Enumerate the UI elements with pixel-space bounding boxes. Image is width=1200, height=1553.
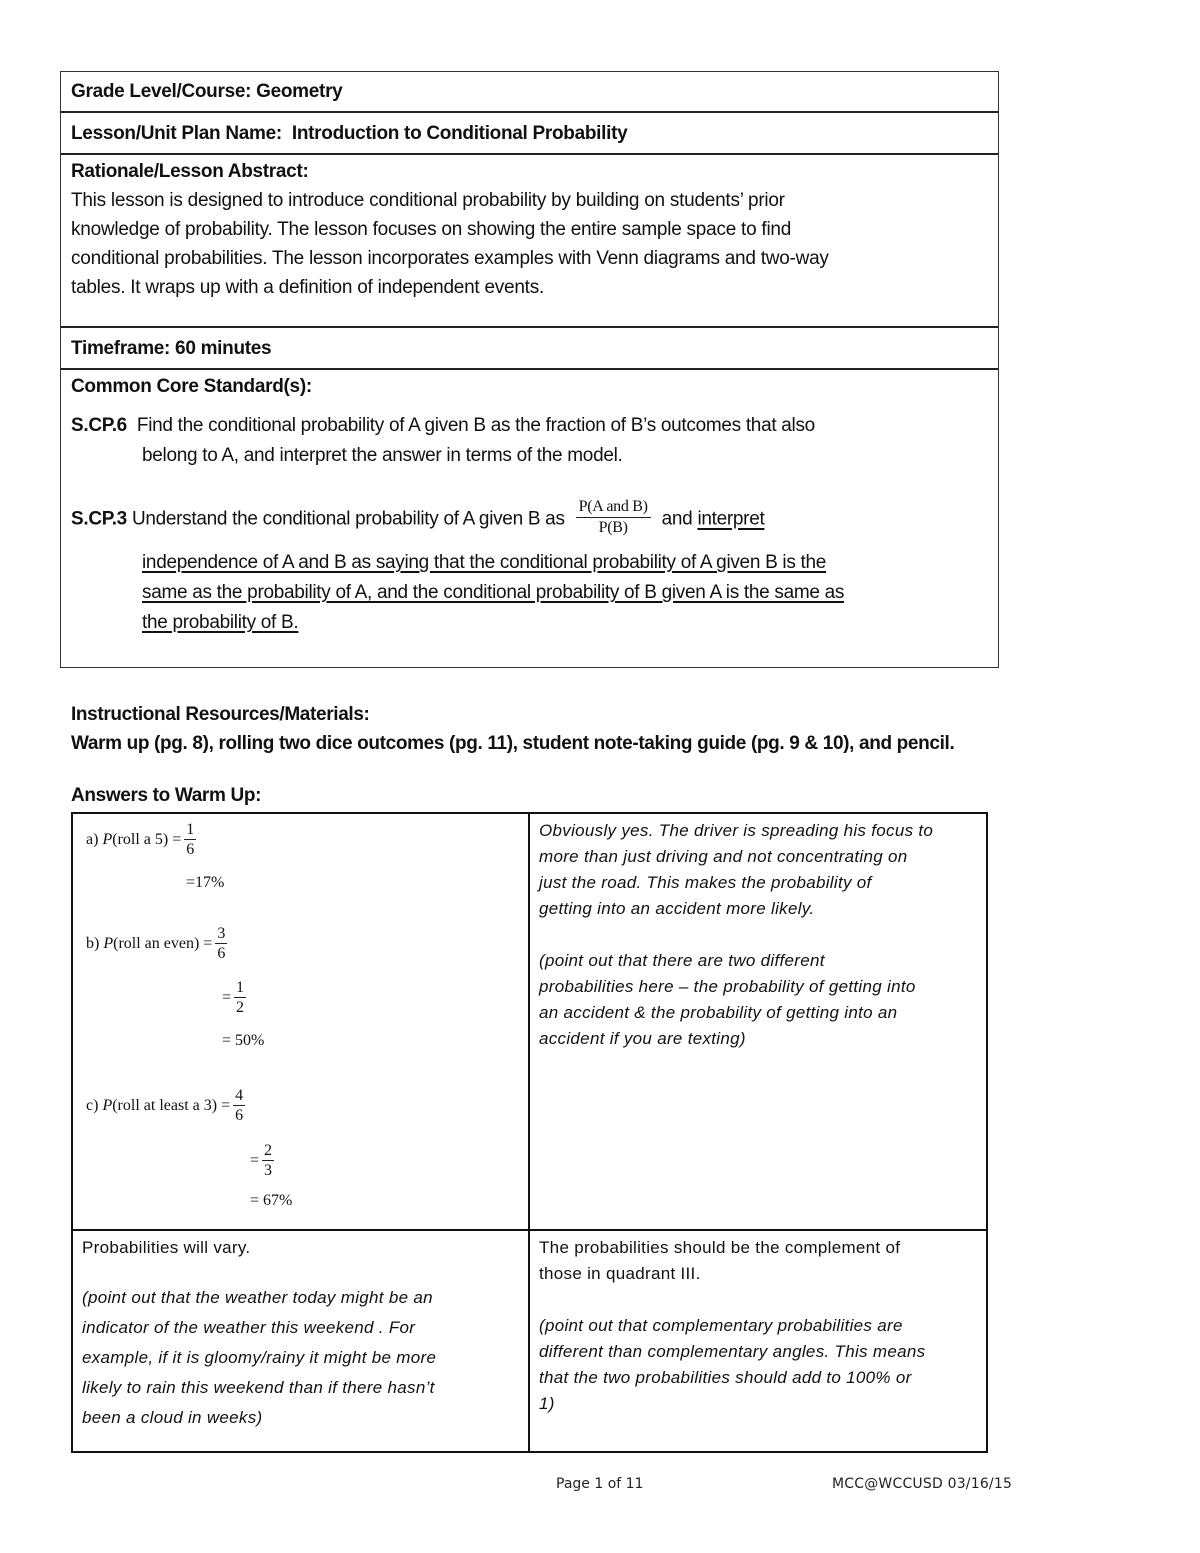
- rationale-text: [71, 186, 988, 302]
- math-answers: [82, 818, 519, 1225]
- probability-symbol: P: [102, 1096, 113, 1114]
- numerator: 2: [264, 1142, 273, 1159]
- fraction: [215, 924, 227, 963]
- text-line: accident if you are texting): [539, 1029, 746, 1048]
- text-line: Obviously yes. The driver is spreading his focus to: [539, 821, 934, 840]
- standard-text: Understand the conditional probability of A given B as: [131, 508, 565, 530]
- equation-c: [86, 1086, 245, 1125]
- text-line: those in quadrant III.: [539, 1264, 701, 1283]
- standard-text-and: and: [661, 508, 693, 530]
- quadrant-4-teacher-note: [539, 1313, 977, 1417]
- underlined-line: the probability of B.: [142, 612, 299, 633]
- rationale-line: knowledge of probability. The lesson focuses on showing the entire sample space to find: [71, 219, 792, 240]
- result-value: = 67%: [250, 1192, 293, 1209]
- footer-org-date: MCC@WCCUSD 03/16/15: [832, 1476, 1013, 1492]
- answers-heading: Answers to Warm Up:: [71, 785, 262, 806]
- denominator: 6: [186, 841, 195, 858]
- answer-quadrant-4: [530, 1231, 986, 1451]
- text-line: (point out that the weather today might be an: [82, 1288, 433, 1307]
- equation-b-step: [222, 978, 246, 1017]
- timeframe-text: Timeframe: 60 minutes: [71, 338, 272, 359]
- text-line: an accident & the probability of getting into an: [539, 1003, 898, 1022]
- standard-underlined-word: interpret: [697, 508, 765, 530]
- part-label: a): [86, 830, 99, 848]
- denominator: 6: [217, 945, 226, 962]
- probability-symbol: P: [102, 830, 113, 848]
- fraction: [262, 1141, 274, 1180]
- grade-level-row: [61, 72, 998, 113]
- text-line: 1): [539, 1394, 555, 1413]
- text-line: likely to rain this weekend than if there hasn’t: [82, 1378, 435, 1397]
- text-line: (point out that there are two different: [539, 951, 825, 970]
- page-number: Page 1 of 11: [556, 1476, 644, 1492]
- text-line: that the two probabilities should add to 100% or: [539, 1368, 912, 1387]
- text-line: probabilities here – the probability of getting into: [539, 977, 916, 996]
- equation-a-result: [186, 874, 224, 892]
- text-line: getting into an accident more likely.: [539, 899, 815, 918]
- fraction: [234, 978, 246, 1017]
- numerator: 1: [236, 979, 245, 996]
- instructional-resources: [71, 700, 1151, 758]
- lesson-name-label: Lesson/Unit Plan Name:: [71, 123, 282, 144]
- text-line: (point out that complementary probabilities are: [539, 1316, 903, 1335]
- lesson-info-table: [60, 71, 999, 668]
- rationale-line: conditional probabilities. The lesson incorporates examples with Venn diagrams and two-way: [71, 248, 829, 269]
- numerator: 1: [186, 821, 195, 838]
- equation-c-result: [250, 1192, 292, 1210]
- standard-text: Find the conditional probability of A given B as the fraction of B’s outcomes that also: [136, 415, 815, 436]
- lesson-name-row: [61, 113, 998, 155]
- fraction: [184, 820, 196, 859]
- text-line: just the road. This makes the probability of: [539, 873, 872, 892]
- answer-quadrant-2: [530, 814, 986, 1231]
- resources-label: Instructional Resources/Materials:: [71, 704, 370, 725]
- numerator: 4: [235, 1087, 244, 1104]
- standard-underlined-text: [71, 548, 988, 638]
- denominator: 2: [236, 999, 245, 1016]
- result-value: =17%: [186, 874, 225, 891]
- quadrant-2-answer: [539, 818, 977, 922]
- underlined-line: independence of A and B as saying that the conditional probability of A given B is the: [142, 552, 827, 573]
- numerator: 3: [217, 925, 226, 942]
- equation-expression: (roll a 5) =: [112, 830, 182, 848]
- probability-symbol: P: [103, 934, 114, 952]
- rationale-row: [61, 155, 998, 328]
- quadrant-2-teacher-note: [539, 948, 977, 1052]
- text-line: more than just driving and not concentrating on: [539, 847, 908, 866]
- rationale-line: tables. It wraps up with a definition of independent events.: [71, 277, 544, 298]
- quadrant-3-answer: Probabilities will vary.: [82, 1238, 251, 1257]
- result-value: = 50%: [222, 1032, 265, 1049]
- text-line: different than complementary angles. This means: [539, 1342, 926, 1361]
- resources-text: Warm up (pg. 8), rolling two dice outcomes (pg. 11), student note-taking guide (pg. 9 & 10), and pencil.: [71, 733, 955, 754]
- rationale-line: This lesson is designed to introduce conditional probability by building on students’ prior: [71, 190, 785, 211]
- standard-scp3: [71, 499, 988, 638]
- part-label: c): [86, 1096, 99, 1114]
- text-line: The probabilities should be the complement of: [539, 1238, 901, 1257]
- conditional-probability-fraction: [576, 497, 651, 538]
- denominator: 3: [264, 1162, 273, 1179]
- equals-sign: =: [222, 988, 232, 1006]
- lesson-name-value: Introduction to Conditional Probability: [291, 123, 628, 144]
- equals-sign: =: [250, 1151, 260, 1169]
- standard-text-continued: belong to A, and interpret the answer in terms of the model.: [142, 445, 623, 466]
- quadrant-3-teacher-note: [82, 1283, 519, 1433]
- equation-b: [86, 924, 227, 963]
- text-line: example, if it is gloomy/rainy it might be more: [82, 1348, 437, 1367]
- timeframe-row: [61, 328, 998, 370]
- grade-level-text: Grade Level/Course: Geometry: [71, 81, 343, 102]
- part-label: b): [86, 934, 100, 952]
- standard-code: S.CP.3: [71, 508, 127, 530]
- fraction-numerator: P(A and B): [576, 497, 651, 518]
- fraction-denominator: P(B): [598, 519, 628, 536]
- text-line: indicator of the weather this weekend . For: [82, 1318, 416, 1337]
- fraction: [233, 1086, 245, 1125]
- text-line: been a cloud in weeks): [82, 1408, 263, 1427]
- underlined-line: same as the probability of A, and the conditional probability of B given A is the same as: [142, 582, 845, 603]
- equation-c-step: [250, 1141, 274, 1180]
- standard-scp6: [71, 411, 988, 471]
- standard-code: S.CP.6: [71, 415, 127, 436]
- denominator: 6: [235, 1107, 244, 1124]
- equation-a: [86, 820, 196, 859]
- equation-expression: (roll an even) =: [113, 934, 213, 952]
- equation-b-result: [222, 1032, 264, 1050]
- answer-quadrant-3: [73, 1231, 530, 1451]
- answer-quadrant-1: [73, 814, 530, 1231]
- standards-row: [61, 370, 998, 667]
- quadrant-4-answer: [539, 1235, 977, 1287]
- standards-label: Common Core Standard(s):: [71, 376, 312, 397]
- rationale-label: Rationale/Lesson Abstract:: [71, 161, 309, 182]
- equation-expression: (roll at least a 3) =: [112, 1096, 231, 1114]
- warmup-answers-table: [71, 812, 988, 1453]
